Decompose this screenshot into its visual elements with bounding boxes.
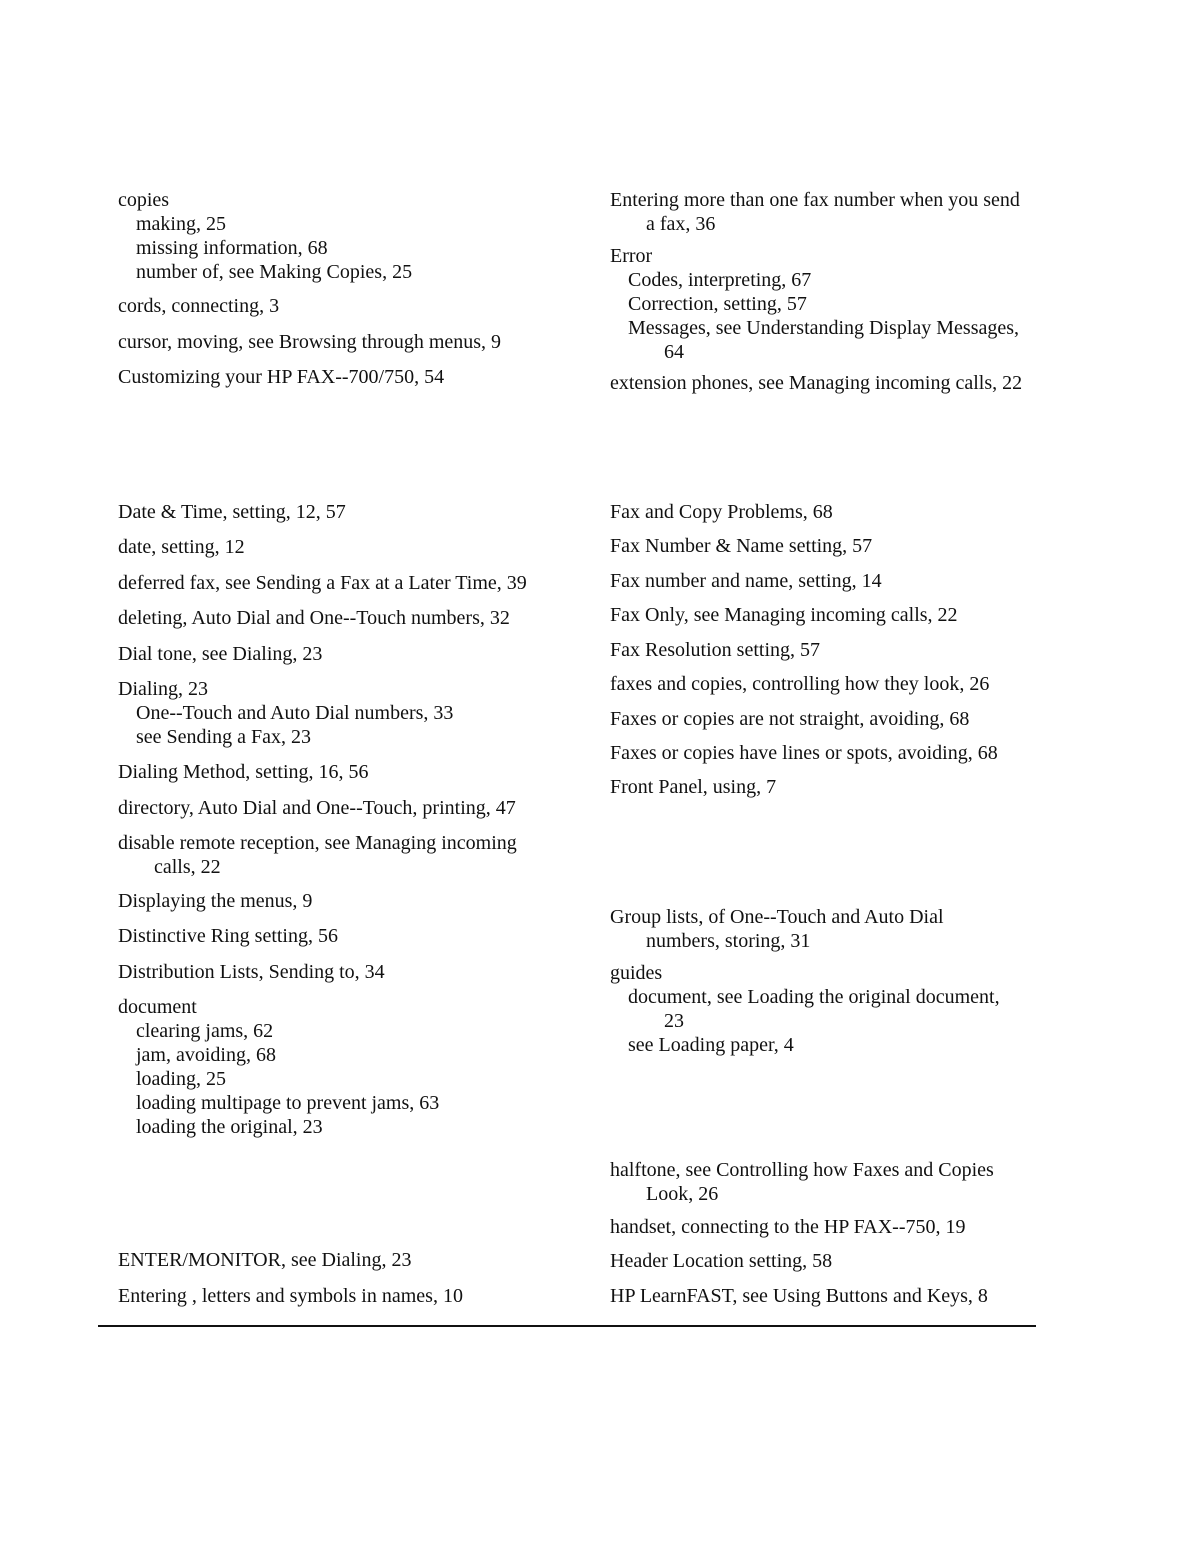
index-term: Header Location setting, 58 (610, 1250, 833, 1272)
index-term: date, setting, 12 (118, 536, 245, 558)
index-term: Entering , letters and symbols in names, 10 (118, 1285, 463, 1307)
index-entry (118, 294, 568, 318)
index-entry (610, 707, 1060, 731)
index-subterm: loading, 25 (136, 1068, 226, 1090)
index-entry (610, 1158, 1060, 1206)
index-subterm: calls, 22 (154, 856, 221, 878)
index-entry (610, 534, 1060, 558)
index-entry (118, 924, 568, 948)
index-term: directory, Auto Dial and One--Touch, printing, 47 (118, 797, 516, 819)
index-subterm: One--Touch and Auto Dial numbers, 33 (136, 702, 454, 724)
index-entry (610, 500, 1060, 524)
index-entry (610, 1284, 1060, 1308)
index-term: Displaying the menus, 9 (118, 890, 313, 912)
index-term: guides (610, 962, 663, 984)
index-entry (610, 1215, 1060, 1239)
index-subterm: 23 (664, 1010, 684, 1032)
index-entry (610, 1249, 1060, 1273)
index-term: Faxes or copies are not straight, avoiding, 68 (610, 708, 970, 730)
index-term: Distribution Lists, Sending to, 34 (118, 961, 385, 983)
index-term: deleting, Auto Dial and One--Touch numbers, 32 (118, 607, 510, 629)
index-term: cords, connecting, 3 (118, 295, 280, 317)
index-term: Entering more than one fax number when you send (610, 189, 1020, 211)
index-entry (610, 905, 1060, 953)
index-entry (118, 1248, 568, 1272)
index-entry (118, 889, 568, 913)
index-entry (610, 672, 1060, 696)
index-entry (118, 188, 568, 284)
index-entry (610, 569, 1060, 593)
index-term: faxes and copies, controlling how they look, 26 (610, 673, 990, 695)
index-subterm: Messages, see Understanding Display Messages, (628, 317, 1020, 339)
index-subterm: making, 25 (136, 213, 226, 235)
index-entry (118, 535, 568, 559)
index-entry (118, 760, 568, 784)
index-subterm: a fax, 36 (646, 213, 716, 235)
index-term: Error (610, 245, 653, 267)
index-term: Fax number and name, setting, 14 (610, 570, 882, 592)
index-entry (118, 995, 568, 1139)
index-term: cursor, moving, see Browsing through menus, 9 (118, 331, 502, 353)
index-entry (118, 642, 568, 666)
index-term: Fax and Copy Problems, 68 (610, 501, 833, 523)
index-subterm: number of, see Making Copies, 25 (136, 261, 413, 283)
index-subterm: Correction, setting, 57 (628, 293, 807, 315)
index-entry (118, 500, 568, 524)
index-entry (118, 1284, 568, 1308)
index-entry (118, 606, 568, 630)
index-term: Customizing your HP FAX--700/750, 54 (118, 366, 445, 388)
index-subterm: Look, 26 (646, 1183, 719, 1205)
index-term: deferred fax, see Sending a Fax at a Later Time, 39 (118, 572, 527, 594)
index-entry (118, 960, 568, 984)
index-subterm: clearing jams, 62 (136, 1020, 274, 1042)
footer-rule (98, 1325, 1036, 1327)
index-entry (118, 677, 568, 749)
index-term: Fax Number & Name setting, 57 (610, 535, 873, 557)
index-subterm: see Loading paper, 4 (628, 1034, 794, 1056)
index-entry (610, 741, 1060, 765)
index-term: extension phones, see Managing incoming calls, 22 (610, 372, 1023, 394)
index-entry (610, 603, 1060, 627)
index-subterm: loading the original, 23 (136, 1116, 323, 1138)
index-entry (118, 831, 568, 879)
index-term: Front Panel, using, 7 (610, 776, 777, 798)
index-entry (610, 775, 1060, 799)
index-term: Fax Resolution setting, 57 (610, 639, 820, 661)
index-term: Fax Only, see Managing incoming calls, 22 (610, 604, 958, 626)
index-term: Dialing Method, setting, 16, 56 (118, 761, 369, 783)
index-term: halftone, see Controlling how Faxes and Copies (610, 1159, 994, 1181)
index-term: ENTER/MONITOR, see Dialing, 23 (118, 1249, 412, 1271)
index-term: Group lists, of One--Touch and Auto Dial (610, 906, 944, 928)
index-subterm: Codes, interpreting, 67 (628, 269, 812, 291)
index-entry (118, 796, 568, 820)
index-term: disable remote reception, see Managing incoming (118, 832, 517, 854)
index-entry (118, 365, 568, 389)
index-entry (610, 244, 1060, 364)
index-subterm: 64 (664, 341, 684, 363)
index-subterm: jam, avoiding, 68 (136, 1044, 276, 1066)
index-entry (118, 571, 568, 595)
index-term: copies (118, 189, 170, 211)
index-term: Date & Time, setting, 12, 57 (118, 501, 346, 523)
index-entry (610, 638, 1060, 662)
index-subterm: see Sending a Fax, 23 (136, 726, 311, 748)
index-subterm: missing information, 68 (136, 237, 328, 259)
index-entry (610, 961, 1060, 1057)
index-term: handset, connecting to the HP FAX--750, 19 (610, 1216, 966, 1238)
index-entry (610, 371, 1060, 395)
index-entry (610, 188, 1060, 236)
index-subterm: document, see Loading the original document, (628, 986, 1000, 1008)
index-subterm: numbers, storing, 31 (646, 930, 811, 952)
index-term: Dialing, 23 (118, 678, 208, 700)
index-term: Distinctive Ring setting, 56 (118, 925, 338, 947)
index-term: Faxes or copies have lines or spots, avoiding, 68 (610, 742, 998, 764)
index-term: Dial tone, see Dialing, 23 (118, 643, 323, 665)
index-entry (118, 330, 568, 354)
index-term: document (118, 996, 197, 1018)
index-term: HP LearnFAST, see Using Buttons and Keys, 8 (610, 1285, 988, 1307)
index-subterm: loading multipage to prevent jams, 63 (136, 1092, 440, 1114)
